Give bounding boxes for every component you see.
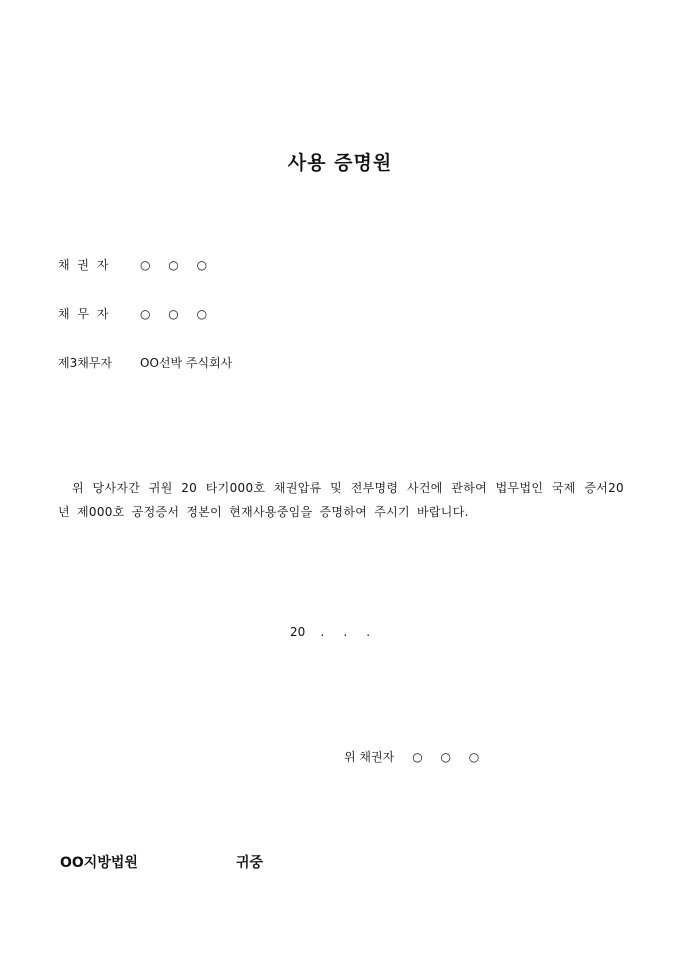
third-debtor-label: 제3채무자 bbox=[58, 356, 113, 370]
signer-label: 위 채권자 bbox=[344, 750, 395, 764]
signer-line bbox=[344, 748, 479, 765]
creditor-label: 채 권 자 bbox=[58, 258, 111, 272]
creditor-row bbox=[58, 256, 207, 274]
signer-name: ○ ○ ○ bbox=[412, 750, 480, 764]
third-debtor-row bbox=[58, 354, 232, 372]
date-line: 20 . . . bbox=[290, 625, 371, 639]
recipient-honorific: 귀중 bbox=[236, 855, 264, 871]
court-name: OO지방법원 bbox=[60, 855, 138, 871]
debtor-label: 채 무 자 bbox=[58, 307, 111, 321]
debtor-row bbox=[58, 305, 207, 323]
creditor-name: ○ ○ ○ bbox=[140, 258, 208, 272]
request-paragraph: 위 당사자간 귀원 20 타기000호 채권압류 및 전부명령 사건에 관하여 법무법인 국제 증서20 년 제000호 공정증서 정본이 현재사용중임을 증명하여 주시기 바랍니다. bbox=[58, 481, 624, 519]
document-title: 사용 증명원 bbox=[287, 152, 393, 174]
third-debtor-name: OO선박 주식회사 bbox=[140, 356, 233, 370]
debtor-name: ○ ○ ○ bbox=[140, 307, 208, 321]
